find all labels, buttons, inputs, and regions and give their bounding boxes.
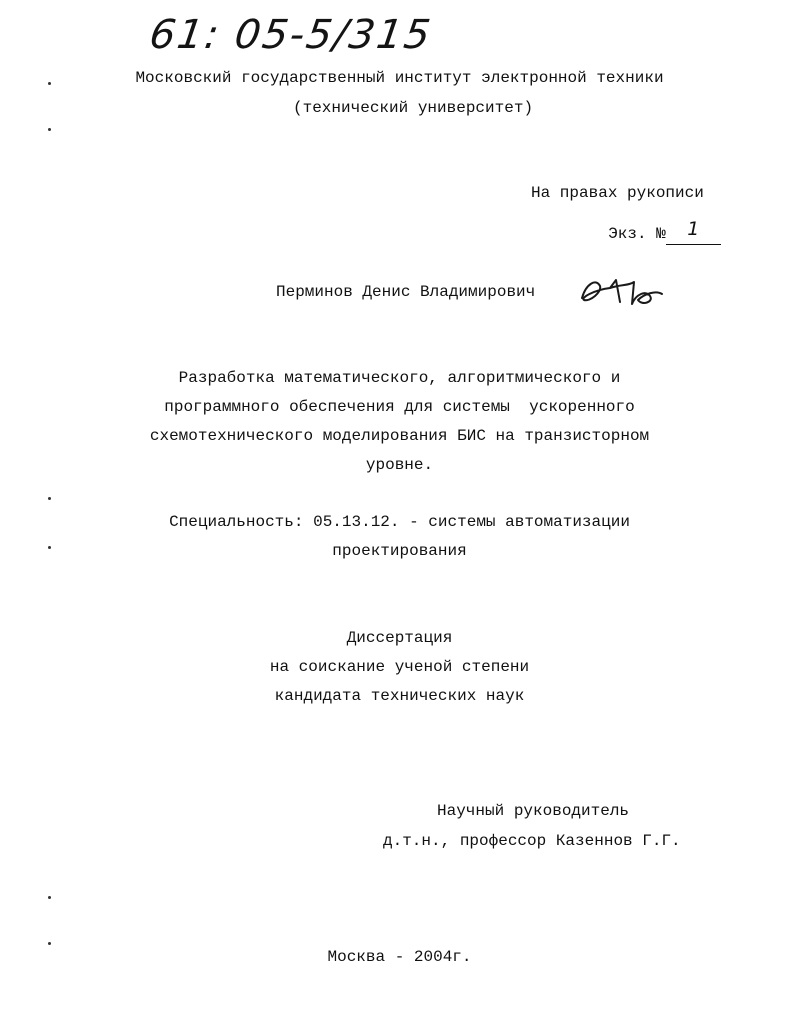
scan-speck	[48, 942, 51, 945]
supervisor-name: д.т.н., профессор Казеннов Г.Г.	[383, 832, 681, 850]
institution-name: Московский государственный институт электронной техники	[135, 69, 664, 87]
copy-label: Экз. №	[608, 225, 666, 243]
supervisor-label: Научный руководитель	[437, 802, 630, 820]
author-name: Перминов Денис Владимирович	[276, 283, 536, 301]
copy-number: 1	[687, 218, 700, 240]
institution-subtitle: (технический университет)	[293, 99, 534, 117]
copy-number-line	[589, 202, 721, 245]
city-year: Москва - 2004г.	[327, 948, 472, 966]
scan-speck	[48, 896, 51, 899]
archive-code: 61: 05-5/315	[146, 12, 435, 58]
degree-line: на соискание ученой степени	[269, 658, 530, 676]
title-line: уровне.	[365, 456, 434, 474]
scan-speck	[48, 128, 51, 131]
title-line: программного обеспечения для системы ускоренного	[164, 398, 635, 416]
specialty-line: Специальность: 05.13.12. - системы автоматизации	[169, 513, 630, 531]
copy-number-field	[666, 218, 721, 245]
signature	[576, 272, 666, 312]
rights-label: На правах рукописи	[531, 184, 704, 202]
title-line: схемотехнического моделирования БИС на транзисторном	[149, 427, 650, 445]
degree-line: кандидата технических наук	[274, 687, 525, 705]
degree-line: Диссертация	[346, 629, 453, 647]
scan-speck	[48, 497, 51, 500]
title-line: Разработка математического, алгоритмического и	[178, 369, 621, 387]
specialty-line: проектирования	[332, 542, 467, 560]
